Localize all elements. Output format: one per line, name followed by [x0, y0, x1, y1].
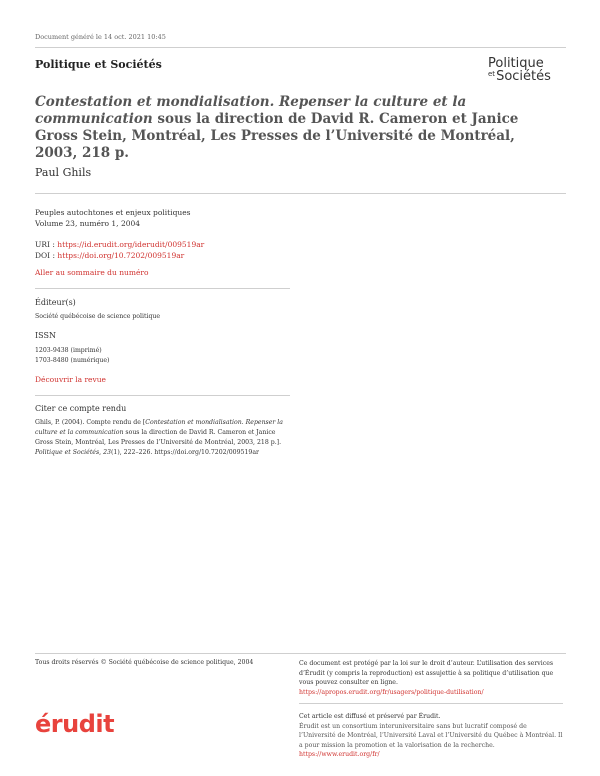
- uri-line: URI : https://id.erudit.org/iderudit/009519ar: [35, 240, 205, 249]
- publisher-name: Société québécoise de science politique: [35, 313, 161, 320]
- logo-line2: $^{et}$Sociétés: [488, 69, 551, 84]
- divider: [35, 47, 566, 48]
- doi-link[interactable]: https://doi.org/10.7202/009519ar: [57, 251, 185, 260]
- erudit-notice-text: Érudit est un consortium interuniversitaire sans but lucratif composé de l’Université de Montréal, l’Université Laval et l’Université du Québec à Montréal. Il a pour mission la promotion et la valorisation de la recherche.: [299, 722, 563, 749]
- doi-line: DOI : https://doi.org/10.7202/009519ar: [35, 251, 185, 260]
- publisher-heading: Éditeur(s): [35, 298, 76, 307]
- divider: [35, 193, 566, 194]
- divider: [35, 395, 290, 396]
- issn-values: [35, 346, 109, 365]
- usage-policy-link[interactable]: https://apropos.erudit.org/fr/usagers/politique-dutilisation/: [299, 688, 484, 696]
- citation-text: Ghils, P. (2004). Compte rendu de [Contestation et mondialisation. Repenser la culture et la communication sous la direction de David R. Cameron et Janice Gross Stein, Montréal, Les Presses de l’Université de Montréal, 2003, 218 p.]. Politique et Sociétés, 23(1), 222–226. https://doi.org/10.7202/009519ar: [35, 419, 283, 456]
- divider: [35, 653, 566, 654]
- usage-text: Ce document est protégé par la loi sur le droit d’auteur. L’utilisation des services d’Érudit (y compris la reproduction) est assujettie à sa politique d’utilisation que vous pouvez consulter en ligne.: [299, 660, 554, 686]
- usage-notice: [299, 659, 563, 697]
- uri-link[interactable]: https://id.erudit.org/iderudit/009519ar: [57, 240, 205, 249]
- issn-print: 1203-9438 (imprimé): [35, 347, 102, 354]
- logo-line1: Politique: [488, 56, 544, 71]
- issue-info: [35, 207, 191, 229]
- divider: [299, 703, 563, 704]
- copyright-notice: Tous droits réservés © Société québécoise de science politique, 2004: [35, 659, 254, 666]
- issue-volume: Volume 23, numéro 1, 2004: [35, 219, 141, 228]
- erudit-logo: érudit: [35, 710, 115, 738]
- identifiers: [35, 239, 204, 261]
- erudit-notice: [299, 712, 563, 760]
- divider: [35, 288, 290, 289]
- issue-toc-link[interactable]: Aller au sommaire du numéro: [35, 268, 149, 277]
- journal-logo: [488, 56, 568, 90]
- erudit-notice-title: Cet article est diffusé et préservé par Érudit.: [299, 713, 441, 720]
- article-title: Contestation et mondialisation. Repenser la culture et la communication sous la direction de David R. Cameron et Janice Gross Stein, Montréal, Les Presses de l’Université de Montréal, 2003, 218 p.: [35, 94, 519, 161]
- erudit-link[interactable]: https://www.erudit.org/fr/: [299, 751, 380, 758]
- issn-digital: 1703-8480 (numérique): [35, 356, 110, 364]
- issue-theme: Peuples autochtones et enjeux politiques: [35, 208, 191, 217]
- citation-heading: Citer ce compte rendu: [35, 404, 127, 413]
- article-author: Paul Ghils: [35, 166, 92, 179]
- generation-date: Document généré le 14 oct. 2021 10:45: [35, 33, 166, 41]
- journal-name: Politique et Sociétés: [35, 58, 162, 71]
- issn-heading: ISSN: [35, 331, 56, 340]
- discover-journal-link[interactable]: Découvrir la revue: [35, 375, 106, 384]
